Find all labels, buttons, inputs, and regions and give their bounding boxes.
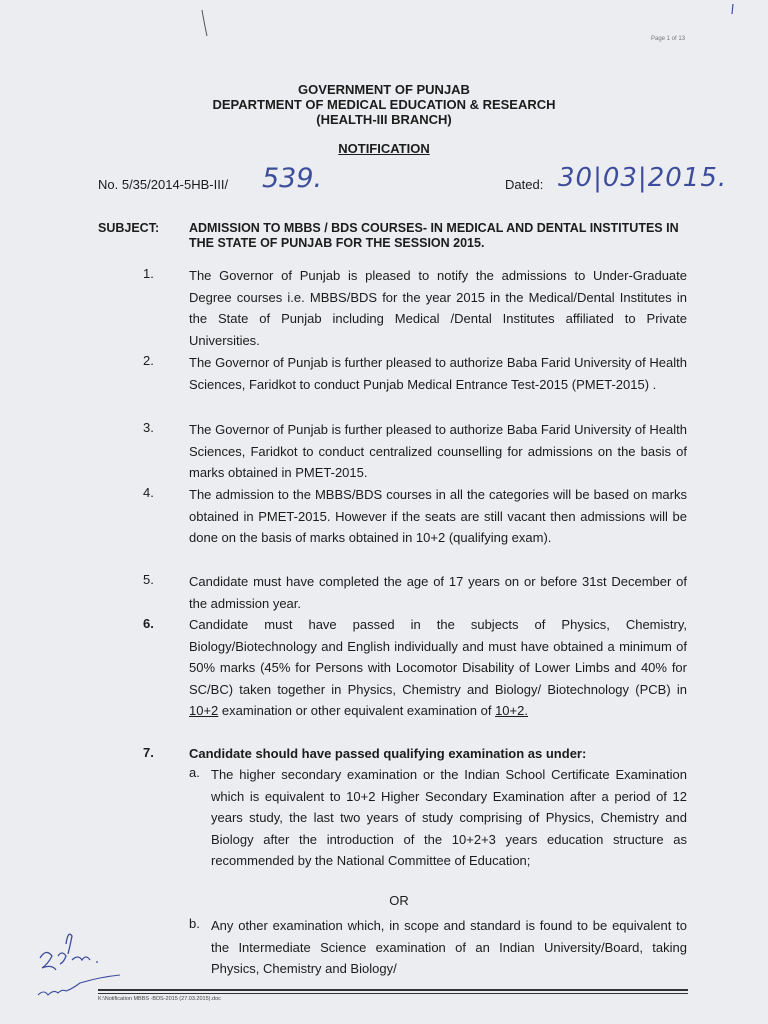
ink-tick [732,4,733,14]
or-separator: OR [389,893,409,908]
sub-item-text: Any other examination which, in scope and standard is found to be equivalent to the Intermediate Science examination of an Indian University/Board, taking Physics, Chemistry and Biology/ [211,918,687,976]
header-branch: (HEALTH-III BRANCH) [316,112,452,127]
item-text-part: Candidate must have passed in the subjects of Physics, Chemistry, Biology/Biotechnology and English individually and must have obtained a minimum of 50% marks (45% for Persons with Locomotor Disability of Lower Limbs and 40% for SC/BC) taken together in Physics, Chemistry and Biology/ Biotechnology (PCB) in [189,617,687,697]
sub-item-letter: b. [189,916,200,931]
item-number: 5. [143,572,154,587]
handwritten-date: 30|03|2015. [558,163,728,193]
notification-title: NOTIFICATION [338,141,430,156]
dated-label: Dated: [505,177,544,192]
subject-label: SUBJECT: [98,221,160,235]
handwritten-reference-number: 539. [262,163,323,194]
item-number: 4. [143,485,154,500]
item-text: The Governor of Punjab is further pleased to authorize Baba Farid University of Health Sciences, Faridkot to conduct centralized counselling for admissions on the basis of marks obtained in PMET-2015. [189,422,687,480]
underlined-term: 10+2 [189,703,219,718]
reference-number: No. 5/35/2014-5HB-III/ [98,177,229,192]
item-text: The Governor of Punjab is pleased to notify the admissions to Under-Graduate Degree courses i.e. MBBS/BDS for the year 2015 in the Medical/Dental Institutes in the State of Punjab including Medical /Dental Institutes affiliated to Private Universities. [189,268,687,348]
header-government: GOVERNMENT OF PUNJAB [298,82,470,97]
underlined-term: 10+2. [495,703,528,718]
item-text: Candidate must have completed the age of 17 years on or before 31st December of the admission year. [189,574,687,611]
item-text: Candidate should have passed qualifying examination as under: [189,746,587,761]
subject-text: ADMISSION TO MBBS / BDS COURSES- IN MEDICAL AND DENTAL INSTITUTES IN THE STATE OF PUNJAB FOR THE SESSION 2015. [189,221,679,250]
handwritten-initials [40,934,98,970]
sub-item-text: The higher secondary examination or the Indian School Certificate Examination which is equivalent to 10+2 Higher Secondary Examination after a period of 12 years study, the last two years of study comprising of Physics, Chemistry and Biology after the introduction of the 10+2+3 years education structure as recommended by the National Committee of Education; [211,767,687,868]
page-number: Page 1 of 13 [651,36,686,42]
item-number: 3. [143,420,154,435]
handwritten-signature [38,975,120,995]
item-number: 7. [143,745,154,760]
item-number: 6. [143,616,154,631]
item-text-part: examination or other equivalent examination of [218,703,496,718]
item-number: 2. [143,353,154,368]
scan-mark [202,10,207,36]
item-text: The Governor of Punjab is further pleased to authorize Baba Farid University of Health Sciences, Faridkot to conduct Punjab Medical Entrance Test-2015 (PMET-2015) . [189,355,687,392]
item-number: 1. [143,266,154,281]
sub-item-letter: a. [189,765,200,780]
header-department: DEPARTMENT OF MEDICAL EDUCATION & RESEARCH [212,97,556,112]
footer-file-path: K:\Notification MBBS -BDS-2015 (27.03.2015).doc [98,996,221,1002]
item-text: The admission to the MBBS/BDS courses in all the categories will be based on marks obtained in PMET-2015. However if the seats are still vacant then admissions will be done on the basis of marks obtained in 10+2 (qualifying exam). [189,487,687,545]
